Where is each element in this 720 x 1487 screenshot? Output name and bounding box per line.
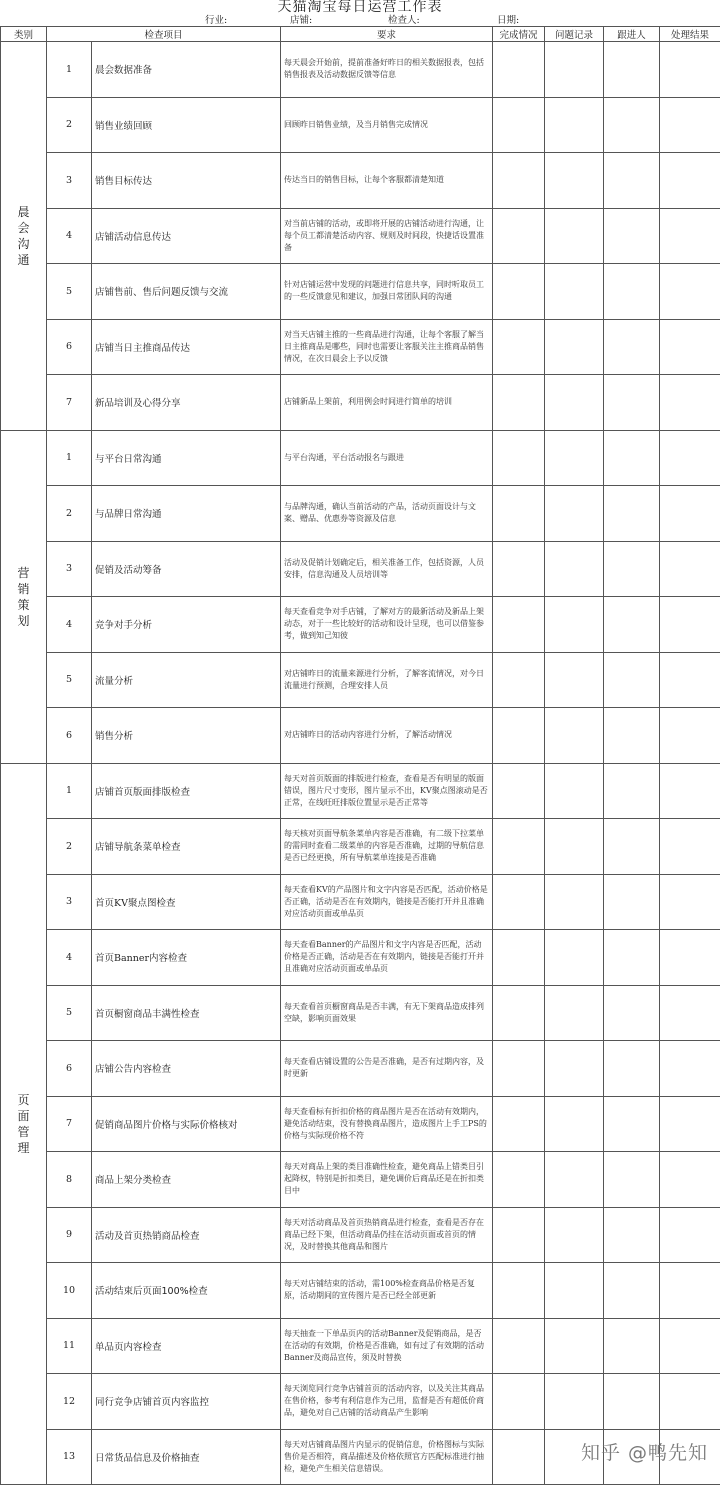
header-category: 类别: [1, 27, 47, 42]
header-issues: 问题记录: [545, 27, 604, 42]
completion-cell: [493, 1429, 545, 1485]
result-cell: [660, 1096, 720, 1152]
row-number: 8: [47, 1152, 92, 1208]
table-row: [1, 1263, 720, 1319]
category-cell: [1, 763, 47, 1485]
issues-cell: [545, 597, 604, 653]
table-row: [1, 1318, 720, 1374]
follower-cell: [604, 597, 660, 653]
row-number: 6: [47, 319, 92, 375]
table-row: [1, 208, 720, 264]
follower-cell: [604, 319, 660, 375]
check-item: 晨会数据准备: [92, 42, 281, 98]
result-cell: [660, 819, 720, 875]
follower-cell: [604, 874, 660, 930]
completion-cell: [493, 1263, 545, 1319]
follower-cell: [604, 153, 660, 209]
requirement-text: 每天对商品上架的类目准确性检查，避免商品上错类目引起降权，特别是折扣类目，避免调价后商品还是在折扣类目中: [281, 1152, 493, 1208]
row-number: 5: [47, 264, 92, 320]
row-number: 6: [47, 708, 92, 764]
requirement-text: 每天浏览同行竞争店铺首页的活动内容，以及关注其商品在售价格，参考有利信息作为己用，监督是否有超低价商品，避免对自己店铺的活动商品产生影响: [281, 1374, 493, 1430]
table-row: [1, 486, 720, 542]
table-row: [1, 652, 720, 708]
check-item: 店铺售前、售后问题反馈与交流: [92, 264, 281, 320]
requirement-text: 每天抽查一下单品页内的活动Banner及促销商品，是否在活动的有效期，价格是否准确，如有过了有效期的活动Banner及商品宣传，须及时替换: [281, 1318, 493, 1374]
row-number: 5: [47, 985, 92, 1041]
completion-cell: [493, 42, 545, 98]
requirement-text: 每天对活动商品及首页热销商品进行检查，查看是否存在商品已经下架，但活动商品仍挂在活动页面或首页的情况，及时替换其他商品和图片: [281, 1207, 493, 1263]
row-number: 7: [47, 1096, 92, 1152]
result-cell: [660, 375, 720, 431]
completion-cell: [493, 208, 545, 264]
row-number: 7: [47, 375, 92, 431]
table-row: [1, 264, 720, 320]
issues-cell: [545, 541, 604, 597]
completion-cell: [493, 930, 545, 986]
requirement-text: 对当前店铺的活动，或即将开展的店铺活动进行沟通，让每个员工都清楚活动内容、规则及时间段，快捷话设置准备: [281, 208, 493, 264]
follower-cell: [604, 930, 660, 986]
completion-cell: [493, 97, 545, 153]
row-number: 2: [47, 97, 92, 153]
check-item: 店铺当日主推商品传达: [92, 319, 281, 375]
result-cell: [660, 486, 720, 542]
requirement-text: 每天查看KV的产品图片和文字内容是否匹配，活动价格是否正确，活动是否在有效期内，链接是否能打开并且准确对应活动页面或单品页: [281, 874, 493, 930]
issues-cell: [545, 1318, 604, 1374]
requirement-text: 对店铺昨日的流量来源进行分析，了解客流情况，对今日流量进行预测，合理安排人员: [281, 652, 493, 708]
completion-cell: [493, 1096, 545, 1152]
completion-cell: [493, 1207, 545, 1263]
requirement-text: 与品牌沟通，确认当前活动的产品，活动页面设计与文案、赠品、优惠券等资源及信息: [281, 486, 493, 542]
follower-cell: [604, 708, 660, 764]
result-cell: [660, 1152, 720, 1208]
table-row: [1, 319, 720, 375]
issues-cell: [545, 1152, 604, 1208]
checklist-table: [0, 26, 720, 1485]
completion-cell: [493, 652, 545, 708]
follower-cell: [604, 208, 660, 264]
row-number: 5: [47, 652, 92, 708]
result-cell: [660, 708, 720, 764]
table-row: [1, 430, 720, 486]
issues-cell: [545, 375, 604, 431]
requirement-text: 每天晨会开始前，提前准备好昨日的相关数据报表，包括销售报表及活动数据反馈等信息: [281, 42, 493, 98]
result-cell: [660, 208, 720, 264]
table-row: [1, 1041, 720, 1097]
issues-cell: [545, 264, 604, 320]
requirement-text: 店铺新品上架前，利用例会时间进行简单的培训: [281, 375, 493, 431]
requirement-text: 每天对首页版面的排版进行检查，查看是否有明显的版面错误，图片尺寸变形，图片显示不出，KV聚点图滚动是否正常，在线旺旺排版位置显示是否正常等: [281, 763, 493, 819]
check-item: 竞争对手分析: [92, 597, 281, 653]
issues-cell: [545, 319, 604, 375]
result-cell: [660, 930, 720, 986]
requirement-text: 每天查看Banner的产品图片和文字内容是否匹配，活动价格是否正确，活动是否在有效期内，链接是否能打开并且准确对应活动页面或单品页: [281, 930, 493, 986]
check-item: 首页KV聚点图检查: [92, 874, 281, 930]
follower-cell: [604, 42, 660, 98]
issues-cell: [545, 874, 604, 930]
inspector-label: 检查人:: [388, 15, 420, 26]
check-item: 店铺活动信息传达: [92, 208, 281, 264]
row-number: 10: [47, 1263, 92, 1319]
follower-cell: [604, 1041, 660, 1097]
check-item: 首页橱窗商品丰满性检查: [92, 985, 281, 1041]
issues-cell: [545, 1374, 604, 1430]
follower-cell: [604, 1096, 660, 1152]
follower-cell: [604, 1263, 660, 1319]
check-item: 日常货品信息及价格抽查: [92, 1429, 281, 1485]
header-row: [1, 27, 720, 42]
completion-cell: [493, 375, 545, 431]
result-cell: [660, 1318, 720, 1374]
completion-cell: [493, 541, 545, 597]
issues-cell: [545, 708, 604, 764]
check-item: 店铺首页版面排版检查: [92, 763, 281, 819]
table-row: [1, 375, 720, 431]
row-number: 1: [47, 430, 92, 486]
table-row: [1, 985, 720, 1041]
follower-cell: [604, 985, 660, 1041]
header-result: 处理结果: [660, 27, 720, 42]
requirement-text: 活动及促销计划确定后，相关准备工作，包括资源，人员安排，信息沟通及人员培训等: [281, 541, 493, 597]
result-cell: [660, 763, 720, 819]
table-row: [1, 874, 720, 930]
category-label: 晨会沟通: [17, 204, 30, 267]
row-number: 4: [47, 930, 92, 986]
requirement-text: 针对店铺运营中发现的问题进行信息共享，同时听取员工的一些反馈意见和建议，加强日常团队间的沟通: [281, 264, 493, 320]
check-item: 与平台日常沟通: [92, 430, 281, 486]
result-cell: [660, 430, 720, 486]
completion-cell: [493, 708, 545, 764]
table-row: [1, 763, 720, 819]
requirement-text: 每天查看标有折扣价格的商品图片是否在活动有效期内，避免活动结束，没有替换商品图片，造成图片上手工PS的价格与实际现价格不符: [281, 1096, 493, 1152]
watermark: 知乎 @鸭先知: [580, 1442, 708, 1464]
completion-cell: [493, 819, 545, 875]
table-row: [1, 1207, 720, 1263]
follower-cell: [604, 541, 660, 597]
row-number: 1: [47, 763, 92, 819]
check-item: 同行竞争店铺首页内容监控: [92, 1374, 281, 1430]
issues-cell: [545, 1041, 604, 1097]
result-cell: [660, 319, 720, 375]
check-item: 新品培训及心得分享: [92, 375, 281, 431]
table-row: [1, 1152, 720, 1208]
requirement-text: 每天对店铺结束的活动，需100%检查商品价格是否复原，活动期间的宣传图片是否已经全部更新: [281, 1263, 493, 1319]
result-cell: [660, 1207, 720, 1263]
result-cell: [660, 97, 720, 153]
check-item: 销售分析: [92, 708, 281, 764]
result-cell: [660, 985, 720, 1041]
row-number: 13: [47, 1429, 92, 1485]
completion-cell: [493, 319, 545, 375]
row-number: 2: [47, 819, 92, 875]
requirement-text: 对店铺昨日的活动内容进行分析，了解活动情况: [281, 708, 493, 764]
follower-cell: [604, 763, 660, 819]
completion-cell: [493, 153, 545, 209]
issues-cell: [545, 985, 604, 1041]
issues-cell: [545, 430, 604, 486]
issues-cell: [545, 208, 604, 264]
completion-cell: [493, 1152, 545, 1208]
requirement-text: 传达当日的销售目标，让每个客服都清楚知道: [281, 153, 493, 209]
industry-label: 行业:: [205, 15, 228, 26]
check-item: 店铺导航条菜单检查: [92, 819, 281, 875]
table-row: [1, 42, 720, 98]
completion-cell: [493, 874, 545, 930]
check-item: 促销商品图片价格与实际价格核对: [92, 1096, 281, 1152]
result-cell: [660, 1041, 720, 1097]
follower-cell: [604, 430, 660, 486]
category-cell: [1, 430, 47, 763]
header-completion: 完成情况: [493, 27, 545, 42]
category-label: 营销策划: [17, 565, 30, 628]
requirement-text: 每天对店铺商品图片内显示的促销信息，价格图标与实际售价是否相符，商品描述及价格依照官方匹配标准进行抽检，避免产生相关信息错误。: [281, 1429, 493, 1485]
table-row: [1, 1374, 720, 1430]
result-cell: [660, 652, 720, 708]
result-cell: [660, 1263, 720, 1319]
completion-cell: [493, 1374, 545, 1430]
result-cell: [660, 597, 720, 653]
issues-cell: [545, 930, 604, 986]
requirement-text: 每天核对页面导航条菜单内容是否准确，有二级下拉菜单的需同时查看二级菜单的内容是否准确，过期的导航信息是否已经更换，所有导航菜单连接是否准确: [281, 819, 493, 875]
check-item: 销售业绩回顾: [92, 97, 281, 153]
completion-cell: [493, 985, 545, 1041]
requirement-text: 每天查看首页橱窗商品是否丰满，有无下架商品造成排列空缺，影响页面效果: [281, 985, 493, 1041]
follower-cell: [604, 652, 660, 708]
completion-cell: [493, 264, 545, 320]
row-number: 9: [47, 1207, 92, 1263]
requirement-text: 与平台沟通，平台活动报名与跟进: [281, 430, 493, 486]
row-number: 6: [47, 1041, 92, 1097]
table-row: [1, 153, 720, 209]
follower-cell: [604, 1152, 660, 1208]
result-cell: [660, 153, 720, 209]
completion-cell: [493, 1041, 545, 1097]
follower-cell: [604, 1318, 660, 1374]
issues-cell: [545, 763, 604, 819]
completion-cell: [493, 486, 545, 542]
follower-cell: [604, 375, 660, 431]
table-row: [1, 819, 720, 875]
issues-cell: [545, 97, 604, 153]
row-number: 12: [47, 1374, 92, 1430]
requirement-text: 每天查看竞争对手店铺，了解对方的最新活动及新品上架动态，对于一些比较好的活动和设计呈现，也可以借鉴参考，做到知己知彼: [281, 597, 493, 653]
table-row: [1, 1096, 720, 1152]
follower-cell: [604, 1207, 660, 1263]
table-row: [1, 541, 720, 597]
result-cell: [660, 42, 720, 98]
header-requirement: 要求: [281, 27, 493, 42]
row-number: 4: [47, 597, 92, 653]
date-label: 日期:: [497, 15, 520, 26]
category-label: 页面管理: [17, 1092, 30, 1155]
check-item: 促销及活动筹备: [92, 541, 281, 597]
follower-cell: [604, 819, 660, 875]
page-title: 天猫淘宝每日运营工作表: [277, 0, 443, 15]
result-cell: [660, 1374, 720, 1430]
issues-cell: [545, 652, 604, 708]
issues-cell: [545, 1207, 604, 1263]
issues-cell: [545, 42, 604, 98]
check-item: 销售目标传达: [92, 153, 281, 209]
header-item: 检查项目: [47, 27, 281, 42]
header-follower: 跟进人: [604, 27, 660, 42]
completion-cell: [493, 1318, 545, 1374]
requirement-text: 每天查看店铺设置的公告是否准确，是否有过期内容，及时更新: [281, 1041, 493, 1097]
row-number: 3: [47, 153, 92, 209]
issues-cell: [545, 1096, 604, 1152]
table-row: [1, 597, 720, 653]
issues-cell: [545, 1263, 604, 1319]
check-item: 首页Banner内容检查: [92, 930, 281, 986]
row-number: 1: [47, 42, 92, 98]
follower-cell: [604, 264, 660, 320]
completion-cell: [493, 597, 545, 653]
row-number: 11: [47, 1318, 92, 1374]
row-number: 2: [47, 486, 92, 542]
requirement-text: 对当天店铺主推的一些商品进行沟通，让每个客服了解当日主推商品是哪些，同时也需要让客服关注主推商品销售情况，在次日晨会上予以反馈: [281, 319, 493, 375]
row-number: 4: [47, 208, 92, 264]
follower-cell: [604, 486, 660, 542]
table-row: [1, 930, 720, 986]
check-item: 与品牌日常沟通: [92, 486, 281, 542]
check-item: 单品页内容检查: [92, 1318, 281, 1374]
check-item: 活动及首页热销商品检查: [92, 1207, 281, 1263]
result-cell: [660, 264, 720, 320]
issues-cell: [545, 486, 604, 542]
check-item: 流量分析: [92, 652, 281, 708]
row-number: 3: [47, 874, 92, 930]
issues-cell: [545, 153, 604, 209]
follower-cell: [604, 1374, 660, 1430]
store-label: 店铺:: [290, 15, 313, 26]
check-item: 商品上架分类检查: [92, 1152, 281, 1208]
check-item: 活动结束后页面100%检查: [92, 1263, 281, 1319]
row-number: 3: [47, 541, 92, 597]
check-item: 店铺公告内容检查: [92, 1041, 281, 1097]
result-cell: [660, 541, 720, 597]
result-cell: [660, 874, 720, 930]
completion-cell: [493, 763, 545, 819]
completion-cell: [493, 430, 545, 486]
category-cell: [1, 42, 47, 431]
table-row: [1, 97, 720, 153]
follower-cell: [604, 97, 660, 153]
table-row: [1, 708, 720, 764]
issues-cell: [545, 819, 604, 875]
requirement-text: 回顾昨日销售业绩，及当月销售完成情况: [281, 97, 493, 153]
